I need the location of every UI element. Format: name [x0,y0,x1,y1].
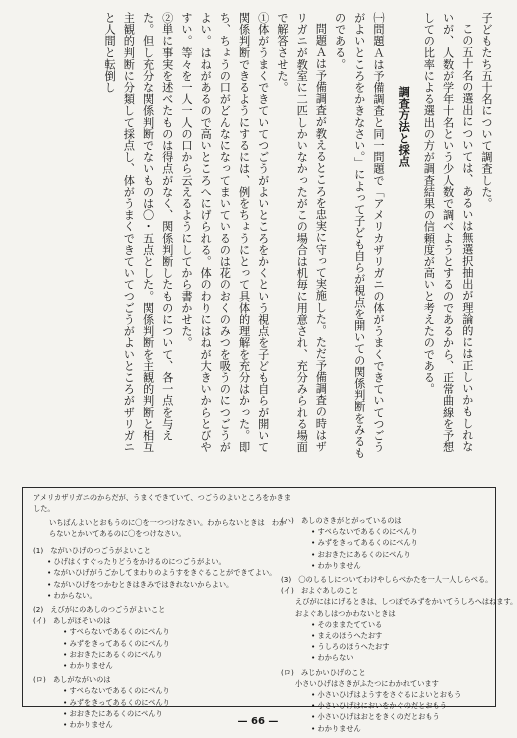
questionnaire-right-column [281,515,517,734]
questionnaire-line: • すべらないであるくのにべんり [281,526,491,537]
questionnaire-line: • 小さいひげはようすをさぐるによいとおもう [281,689,491,700]
section-heading: 調査方法と採点 [397,86,412,168]
questionnaire-line: (1) ながいひげのつごうがよいこと [33,546,151,555]
questionnaire-line: • うしろのほうへたおす [281,641,491,652]
questionnaire-line: • みずをきってあるくのにべんり [281,537,491,548]
body-paragraph-6: ②単に事実を述べたものは得点がなく、関係判断したものについて、各一点を与えた。但し充分な関係判断でないものは〇・五点とした。関係判断を主観的判断と相互主観的判断に分類して採点し、体がうまくできていてつごうがよいところがザリガニと人間と転倒し [103,12,174,453]
questionnaire-line: • 小さいひげはおとをきくのだとおもう [281,711,491,722]
page-number: — 66 — [237,716,279,727]
questionnaire-line: (2) えびがにのあしのつごうがよいこと [33,605,166,615]
questionnaire-line: • みずをきってあるくのにべんり [33,638,268,649]
questionnaire-line: • そのままたてている [281,619,491,630]
questionnaire-line: • ながいひげがうごかしてまわりのようすをきぐることができてよい。 [33,567,268,578]
body-text [22,12,496,459]
questionnaire-line: • わかりません [281,560,491,571]
questionnaire-line: (イ) あしがほそいのは [33,616,111,626]
body-paragraph-1: 子どもたち五十名について調査した。 [480,12,493,210]
questionnaire-line: (イ) およぐあしのこと [281,586,359,596]
questionnaire-left-column [33,545,277,730]
questionnaire-line: 小さいひげはさきがふたつにわかれています [295,678,439,688]
questionnaire-line: • わからない。 [33,590,268,601]
questionnaire-line: えびがにはにげるときは、しつぽでみずをかいてうしろへはねます。 [295,597,517,607]
questionnaire-line: • みずをきってあるくのにべんり [33,697,268,708]
questionnaire-line: • ながいひげをつかむときはきみではきれないからよい。 [33,579,268,590]
questionnaire-line: • おおきたにあるくのにべんり [33,649,268,660]
questionnaire-line: • おおきたにあるくのにべんり [33,708,268,719]
questionnaire-intro: アメリカザリガニのからだが、うまくできていて、つごうのよいところをかきました。 [33,493,292,514]
questionnaire-line: • おおきたにあるくのにべんり [281,549,491,560]
questionnaire-line: • わかりません [33,719,268,730]
questionnaire-line: • すべらないであるくのにべんり [33,626,268,637]
questionnaire-line: • わからない [281,652,491,663]
questionnaire-line: • 小さいひげはにおいをかぐのだとおもう [281,700,491,711]
questionnaire-line: • わかりません [33,660,268,671]
questionnaire-line: (ハ) あしのさきがとがっているのは [281,516,402,525]
questionnaire-line: (3) 〇のしるしについてわけやしらべかたを一人一人しらべる。 [281,575,493,585]
questionnaire-line: (ロ) みじかいひげのこと [281,667,366,677]
body-paragraph-4: 問題Ａは予備調査が教えるところを忠実に守って実施した。ただ予備調査の時はザリガニが教室に二匹しかいなかったがこの場合は机毎に用意され、充分みられる場面で解答させた。 [275,12,328,453]
body-paragraph-3: ㈠問題Ａは予備調査と同一問題で「アメリカザリガニの体がうまくできていてつごうがよいところをかきなさい。」によって子ども自らが視点を開いての関係判断をみるものである。 [333,12,385,459]
questionnaire-line: (ロ) あしがながいのは [33,675,111,685]
questionnaire-line: • わかりません [281,723,491,734]
questionnaire-line: • ひげはくすぐったりどうをかけるのにつごうがよい。 [33,556,268,567]
body-paragraph-2: この五十名の選出については、あるいは無選択抽出が理論的には正しいかもしれないが、人数が学年十名という少人数で調べようとするのであるから、正常曲線を予想しての比率による選出の方が調査結果の信頼度が高いと考えたのである。 [422,12,474,453]
body-paragraph-5: ①体がうまくできていてつごうがよいところをかくという視点を子ども自らが開いて関係判断できるようにするには、例をちょうにとって具体的理解を充分はかった。即ち、ちょうの口がどんなになってまいているのは花のおくのみつを吸うのにつごうがよい。はねがあるので高いところへにげられる。体のわりにはねが大きいからとびやすい。等々を一人一人の口から云えるようにしてから書かせた。 [179,12,270,453]
questionnaire-line: • すべらないであるくのにべんり [33,685,268,696]
questionnaire-instructions: いちばんよいとおもうのに〇を一つつけなさい。わからないときは わからないとかいてあるのに〇をつけなさい。 [49,518,287,539]
questionnaire-line: • まえのほうへたおす [281,630,491,641]
questionnaire-line: およぐあしはつかわないときは [295,608,396,618]
